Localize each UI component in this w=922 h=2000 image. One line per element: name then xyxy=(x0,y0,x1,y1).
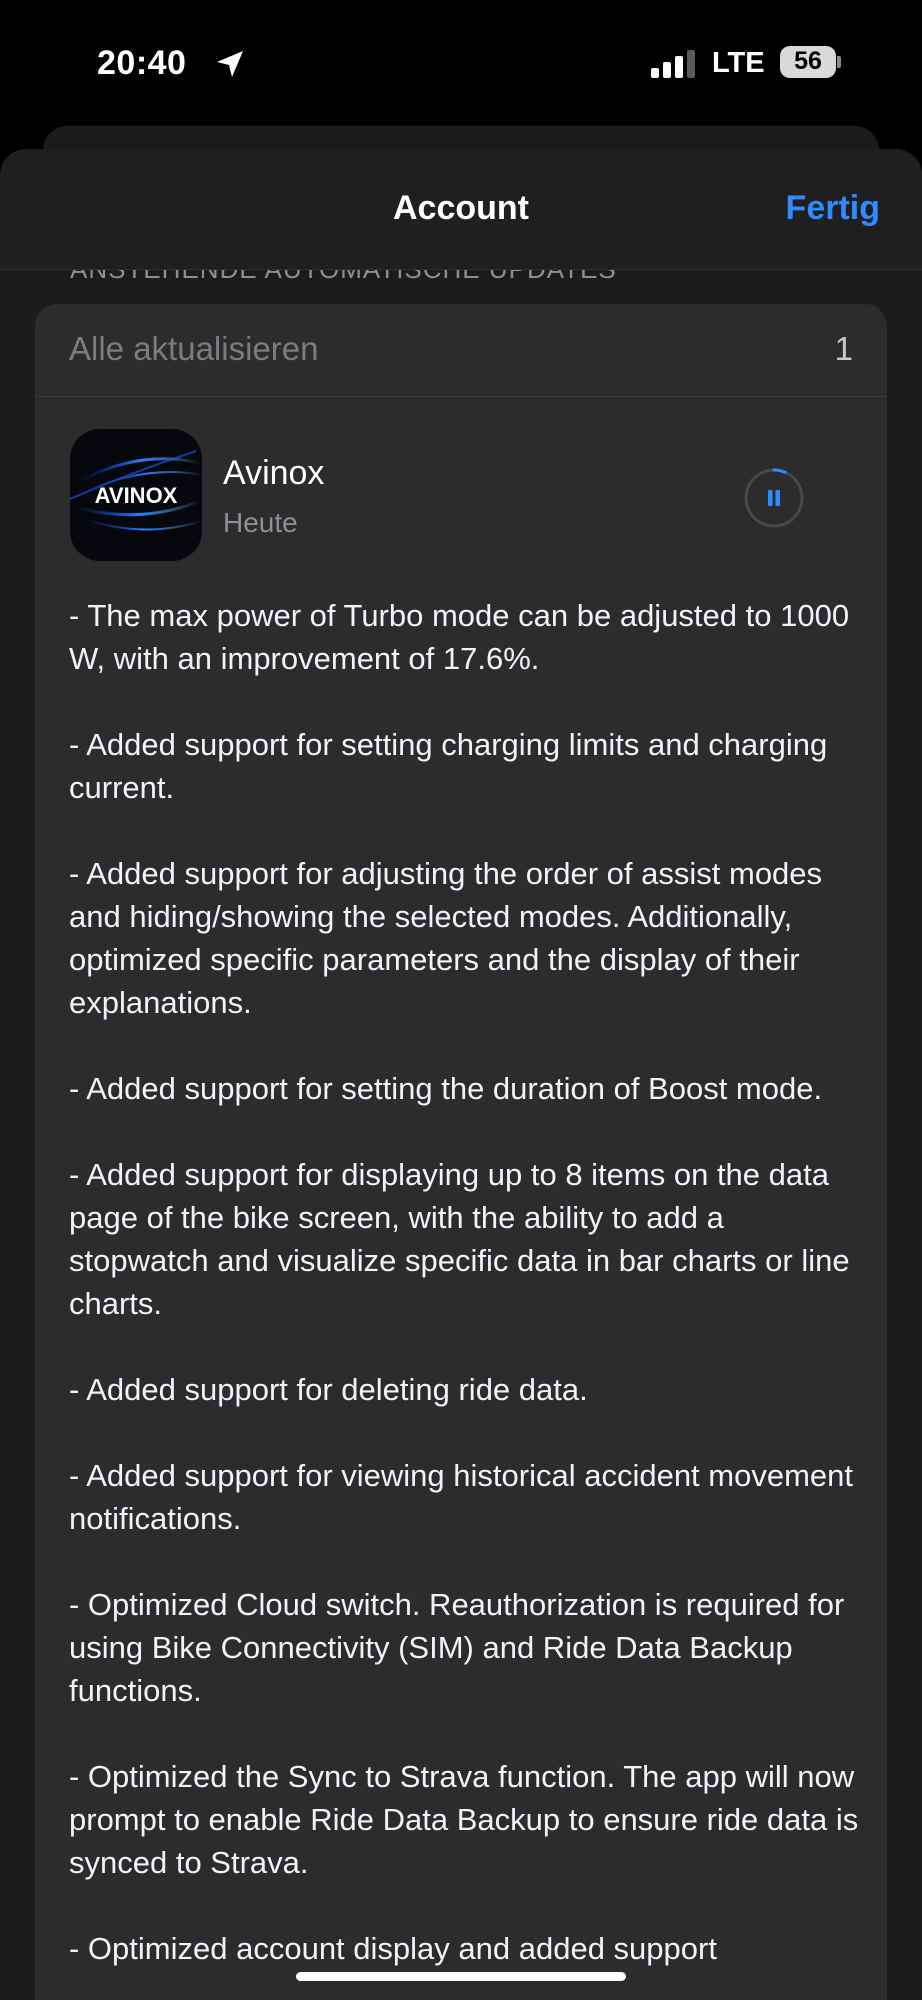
update-count: 1 xyxy=(834,330,853,367)
home-indicator[interactable] xyxy=(296,1972,626,1981)
avinox-app-icon[interactable] xyxy=(70,429,202,561)
release-note: - The max power of Turbo mode can be adjusted to 1000 W, with an improvement of 17.6%. xyxy=(69,598,850,676)
account-sheet xyxy=(0,149,922,2000)
release-note: - Optimized account display and added support xyxy=(69,1931,717,1966)
app-name: Avinox xyxy=(223,454,325,492)
release-notes xyxy=(69,594,869,2000)
page-title: Account xyxy=(393,189,529,227)
network-type-label: LTE xyxy=(712,47,765,79)
release-note: - Added support for setting the duration of Boost mode. xyxy=(69,1071,823,1106)
navigation-bar xyxy=(0,149,922,270)
app-update-date: Heute xyxy=(223,507,298,538)
update-all-row[interactable] xyxy=(35,304,887,397)
updates-card xyxy=(35,304,887,2000)
cellular-signal-icon xyxy=(651,50,697,78)
status-bar xyxy=(0,0,922,120)
battery-icon xyxy=(780,46,840,78)
svg-text:AVINOX: AVINOX xyxy=(94,483,178,508)
release-note: - Added support for viewing historical accident movement notifications. xyxy=(69,1458,854,1536)
pause-download-button[interactable] xyxy=(743,467,805,529)
pause-icon xyxy=(768,490,780,506)
status-time: 20:40 xyxy=(97,44,187,82)
release-note: - Added support for displaying up to 8 items on the data page of the bike screen, with the ability to add a stopwatch and visualize specific data in bar charts or line charts. xyxy=(69,1157,850,1321)
release-note: - Added support for adjusting the order of assist modes and hiding/showing the selected modes. Additionally, optimized specific parameters and the display of their explanations. xyxy=(69,856,823,1020)
release-note: - Optimized Cloud switch. Reauthorization is required for using Bike Connectivity (SIM) and Ride Data Backup functions. xyxy=(69,1587,845,1708)
battery-level: 56 xyxy=(794,47,822,75)
release-note: - Added support for setting charging limits and charging current. xyxy=(69,727,828,805)
release-note: - Optimized the Sync to Strava function. The app will now prompt to enable Ride Data Backup to ensure ride data is synced to Strava. xyxy=(69,1759,859,1880)
update-all-button[interactable]: Alle aktualisieren xyxy=(69,330,319,367)
location-arrow-icon xyxy=(214,48,246,80)
done-button[interactable]: Fertig xyxy=(785,189,880,227)
avinox-logo xyxy=(70,429,202,561)
release-note: - Added support for deleting ride data. xyxy=(69,1372,588,1407)
